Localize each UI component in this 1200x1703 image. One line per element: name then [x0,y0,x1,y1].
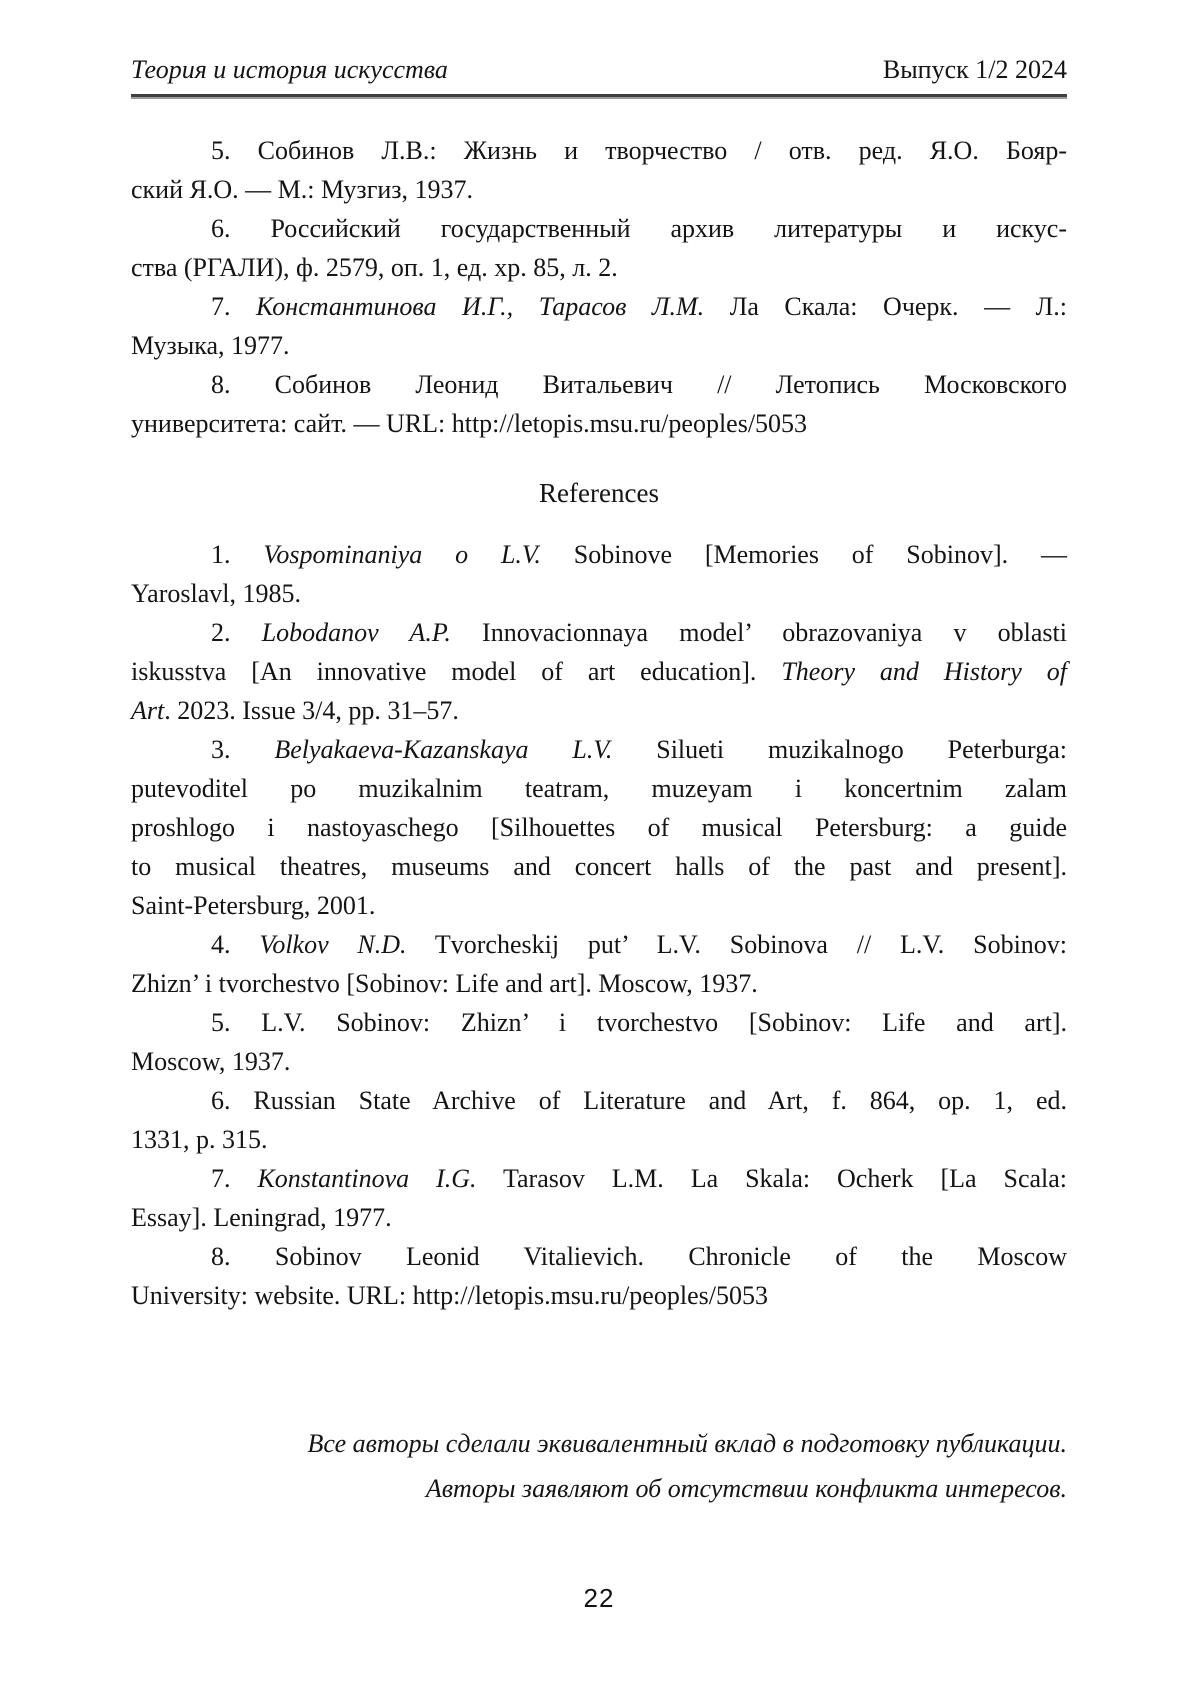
page-number: 22 [583,1583,615,1613]
reference-line [131,1276,1067,1315]
text-segment: . 2023. Issue 3/4, pp. 31–57. [164,696,459,725]
reference-line [131,1081,1067,1120]
reference-item [131,613,1067,730]
text-segment: Innovacionnaya model’ obrazovaniya v oblasti [450,618,1067,647]
reference-line [131,691,1067,730]
reference-line [131,1120,1067,1159]
reference-line [131,404,1067,443]
text-segment: Silueti muzikalnogo Peterburga: [612,735,1067,764]
italic-text-segment: Art [131,696,165,725]
text-segment: университета: сайт. — URL: http://letopis.msu.ru/peoples/5053 [131,409,808,438]
reference-line [131,808,1067,847]
reference-line [131,365,1067,404]
reference-line [131,248,1067,287]
text-segment: Essay]. Leningrad, 1977. [131,1203,392,1232]
reference-line [131,730,1067,769]
page-header [131,54,1067,86]
contribution-note: Все авторы сделали эквивалентный вклад в подготовку публикации. [307,1429,1067,1458]
text-segment: ства (РГАЛИ), ф. 2579, оп. 1, ед. хр. 85, л. 2. [131,253,618,282]
italic-text-segment: Vospominaniya o L.V. [263,540,541,569]
text-segment: 2. [211,618,262,647]
reference-line [131,1198,1067,1237]
journal-title: Теория и история искусства [131,55,448,84]
reference-item [131,209,1067,287]
text-segment: 3. [211,735,275,764]
italic-text-segment: Константинова И.Г., Тарасов Л.М. [256,292,705,321]
reference-line [131,170,1067,209]
italic-text-segment: Belyakaeva-Kazanskaya L.V. [274,735,613,764]
text-segment: Sobinove [Memories of Sobinov]. — [540,540,1067,569]
italic-text-segment: Volkov N.D. [259,930,407,959]
text-segment: putevoditel po muzikalnim teatram, muzeyam i koncertnim zalam [131,774,1067,803]
reference-item [131,925,1067,1003]
text-segment: Moscow, 1937. [131,1047,291,1076]
text-segment: 5. Собинов Л.В.: Жизнь и творчество / отв. ред. Я.О. Бояр- [211,136,1067,165]
text-segment: 6. Russian State Archive of Literature and Art, f. 864, op. 1, ed. [211,1086,1067,1115]
reference-line [131,287,1067,326]
reference-line [131,1003,1067,1042]
reference-item [131,1237,1067,1315]
reference-item [131,365,1067,443]
reference-line [131,1159,1067,1198]
text-segment: ский Я.О. — М.: Музгиз, 1937. [131,175,474,204]
text-segment: to musical theatres, museums and concert halls of the past and present]. [131,852,1067,881]
text-segment: Tvorcheskij put’ L.V. Sobinova // L.V. Sobinov: [406,930,1068,959]
reference-line [131,1237,1067,1276]
text-segment: Tarasov L.M. La Skala: Ocherk [La Scala: [476,1164,1068,1193]
text-segment: 7. [211,292,257,321]
reference-line [131,847,1067,886]
reference-item [131,287,1067,365]
text-segment: Saint-Petersburg, 2001. [131,891,376,920]
author-notes [131,1421,1067,1511]
italic-text-segment: Theory and History of [781,657,1067,686]
reference-line [131,769,1067,808]
reference-line [131,131,1067,170]
reference-line [131,1042,1067,1081]
reference-item [131,131,1067,209]
text-segment: 6. Российский государственный архив литературы и искус- [211,214,1067,243]
reference-line [131,652,1067,691]
text-segment: 7. [211,1164,258,1193]
italic-text-segment: Lobodanov A.P. [261,618,451,647]
reference-item [131,1003,1067,1081]
references-heading: References [539,478,659,508]
reference-item [131,730,1067,925]
text-segment: Ла Скала: Очерк. — Л.: [704,292,1067,321]
reference-line [131,326,1067,365]
text-segment: iskusstva [An innovative model of art education]. [131,657,782,686]
reference-line [131,209,1067,248]
text-segment: 8. Собинов Леонид Витальевич // Летопись Московского [211,370,1067,399]
italic-text-segment: Konstantinova I.G. [257,1164,477,1193]
reference-line [131,574,1067,613]
reference-item [131,535,1067,613]
text-segment: proshlogo i nastoyaschego [Silhouettes of musical Petersburg: a guide [131,813,1067,842]
text-segment: Музыка, 1977. [131,331,290,360]
reference-line [131,925,1067,964]
header-rule [131,94,1067,99]
reference-item [131,1081,1067,1159]
text-segment: Yaroslavl, 1985. [131,579,301,608]
text-segment: 5. L.V. Sobinov: Zhizn’ i tvorchestvo [Sobinov: Life and art]. [211,1008,1067,1037]
english-references-list [131,535,1067,1315]
russian-references-list [131,131,1067,443]
reference-line [131,535,1067,574]
reference-line [131,964,1067,1003]
text-segment: University: website. URL: http://letopis.msu.ru/peoples/5053 [131,1281,768,1310]
reference-line [131,886,1067,925]
text-segment: 1. [211,540,264,569]
reference-line [131,613,1067,652]
issue-label: Выпуск 1/2 2024 [882,55,1067,84]
text-segment: 1331, p. 315. [131,1125,268,1154]
text-segment: Zhizn’ i tvorchestvo [Sobinov: Life and art]. Moscow, 1937. [131,969,758,998]
conflict-note: Авторы заявляют об отсутствии конфликта интересов. [425,1474,1067,1503]
text-segment: 4. [211,930,260,959]
reference-item [131,1159,1067,1237]
text-segment: 8. Sobinov Leonid Vitalievich. Chronicle of the Moscow [211,1242,1067,1271]
